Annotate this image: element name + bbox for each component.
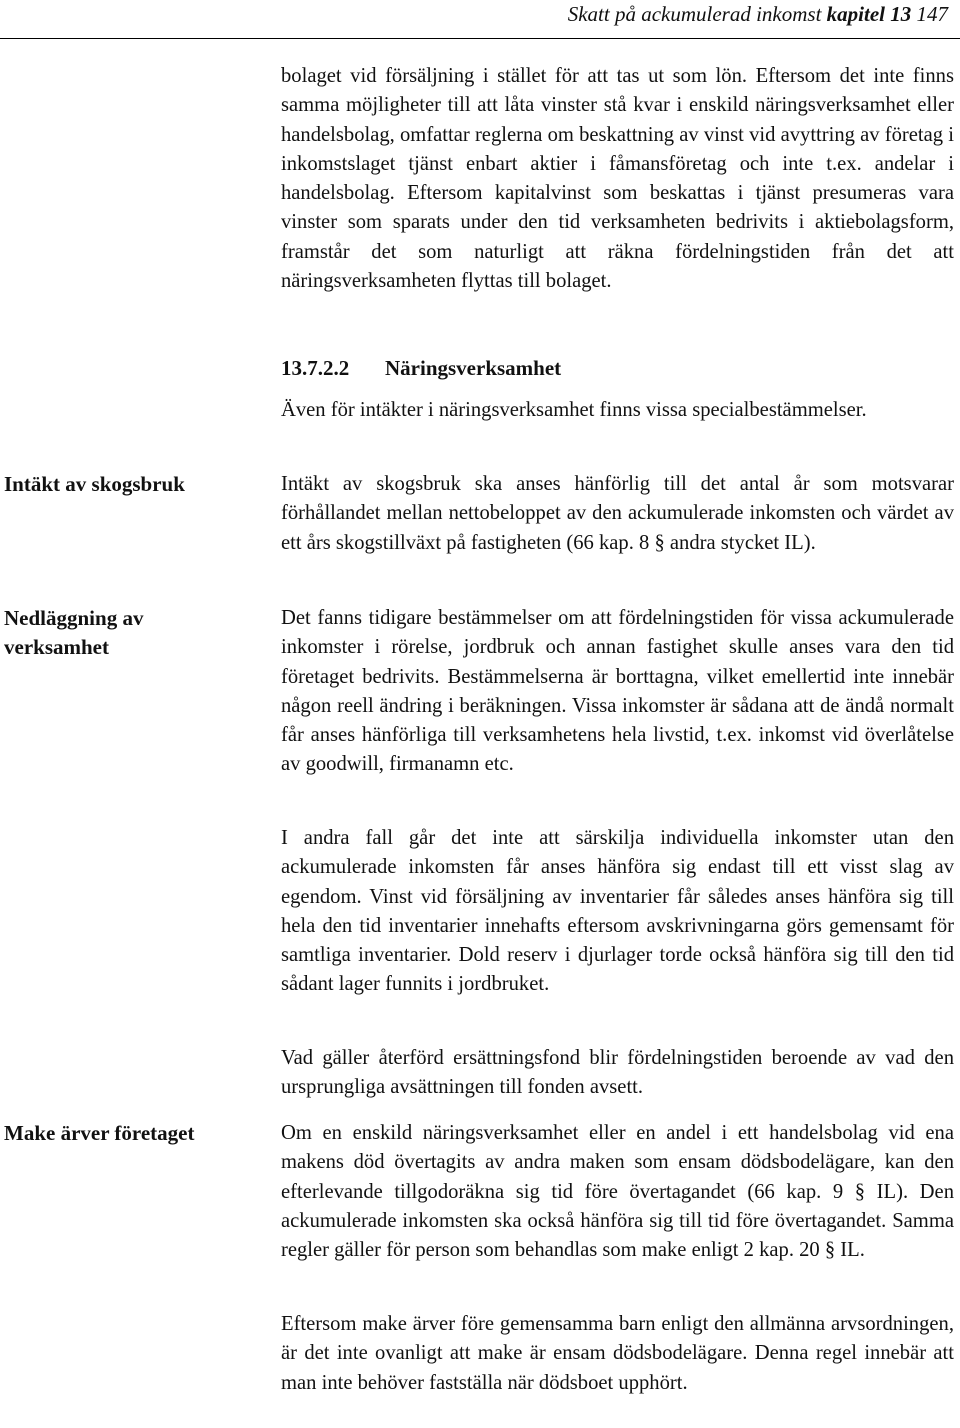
section-number: 13.7.2.2 xyxy=(281,356,350,380)
margin-note-skogsbruk: Intäkt av skogsbruk xyxy=(4,472,185,496)
running-header xyxy=(568,2,948,27)
paragraph-special-rules: Även för intäkter i näringsverksamhet finns vissa specialbestämmelser. xyxy=(281,399,867,421)
paragraph-ersattningsfond: Vad gäller återförd ersättningsfond blir fördelningstiden beroende av vad den ursprungliga avsättningen till fonden avsett. xyxy=(281,1047,954,1099)
header-rule xyxy=(0,38,960,39)
paragraph-andra-fall: I andra fall går det inte att särskilja individuella inkomster utan den ackumulerade inkomsten får anses hänföra sig endast till ett visst slag av egendom. Vinst vid försäljning av inventarier får således anses hänföra sig till hela den tid inventarier innehafts eftersom avskrivningarna görs gemensamt för samtliga inventarier. Dold reserv i djurlager torde också hänföra sig till den tid sådant lager funnits i jordbruket. xyxy=(281,827,954,996)
margin-note-nedlaggning: Nedläggning av verksamhet xyxy=(4,606,144,659)
paragraph-make-arver: Eftersom make ärver före gemensamma barn enligt den allmänna arvsordningen, är det inte ovanligt att make är ensam dödsbodelägare. Denna regel innebär att man inte behöver fastställa när dödsboet upphört. xyxy=(281,1313,954,1394)
chapter-label: kapitel 13 xyxy=(826,2,912,26)
section-title: Näringsverksamhet xyxy=(385,356,562,380)
paragraph-make-overtagande: Om en enskild näringsverksamhet eller en andel i ett handelsbolag vid ena makens död övertagits av andra maken som ensam dödsbodelägare, kan den efterlevande tillgodoräkna sig tid före övertagandet (66 kap. 9 § IL). Den ackumulerade inkomsten ska också hänföra sig till tid före övertagandet. Samma regler gäller för person som behandlas som make enligt 2 kap. 20 § IL. xyxy=(281,1122,954,1262)
paragraph-nedlaggning: Det fanns tidigare bestämmelser om att fördelningstiden för vissa ackumulerade inkomster i rörelse, jordbruk och annan fastighet skulle anses vara den tid företaget bedrivits. Bestämmelserna är borttagna, vilket emellertid inte innebär någon reell ändring i beräkningen. Vissa inkomster är sådana att de ändå normalt får anses hänförliga till verksamhetens hela livstid, t.ex. inkomst vid överlåtelse av goodwill, firmanamn etc. xyxy=(281,607,954,776)
page-number: 147 xyxy=(916,2,948,26)
paragraph-skogsbruk: Intäkt av skogsbruk ska anses hänförlig till det antal år som motsvarar förhållandet mellan nettobeloppet av den ackumulerade inkomsten och värdet av ett års skogstillväxt på fastigheten (66 kap. 8 § andra stycket IL). xyxy=(281,473,954,554)
paragraph-intro: bolaget vid försäljning i stället för att tas ut som lön. Eftersom det inte finns samma möjligheter till att låta vinster stå kvar i enskild näringsverksamhet eller handelsbolag, omfattar reglerna om beskattning av vinst vid avyttring av företag i inkomstslaget tjänst enbart aktier i fåmansföretag och inte t.ex. andelar i handelsbolag. Eftersom kapitalvinst som beskattas i tjänst presumeras vara vinster som sparats under den tid verksamheten bedrivits i aktiebolagsform, framstår det som naturligt att räkna fördelningstiden från det att näringsverksamheten flyttas till bolaget. xyxy=(281,65,954,293)
margin-note-make: Make ärver företaget xyxy=(4,1121,195,1145)
section-heading xyxy=(281,356,561,381)
running-title: Skatt på ackumulerad inkomst xyxy=(567,2,822,26)
